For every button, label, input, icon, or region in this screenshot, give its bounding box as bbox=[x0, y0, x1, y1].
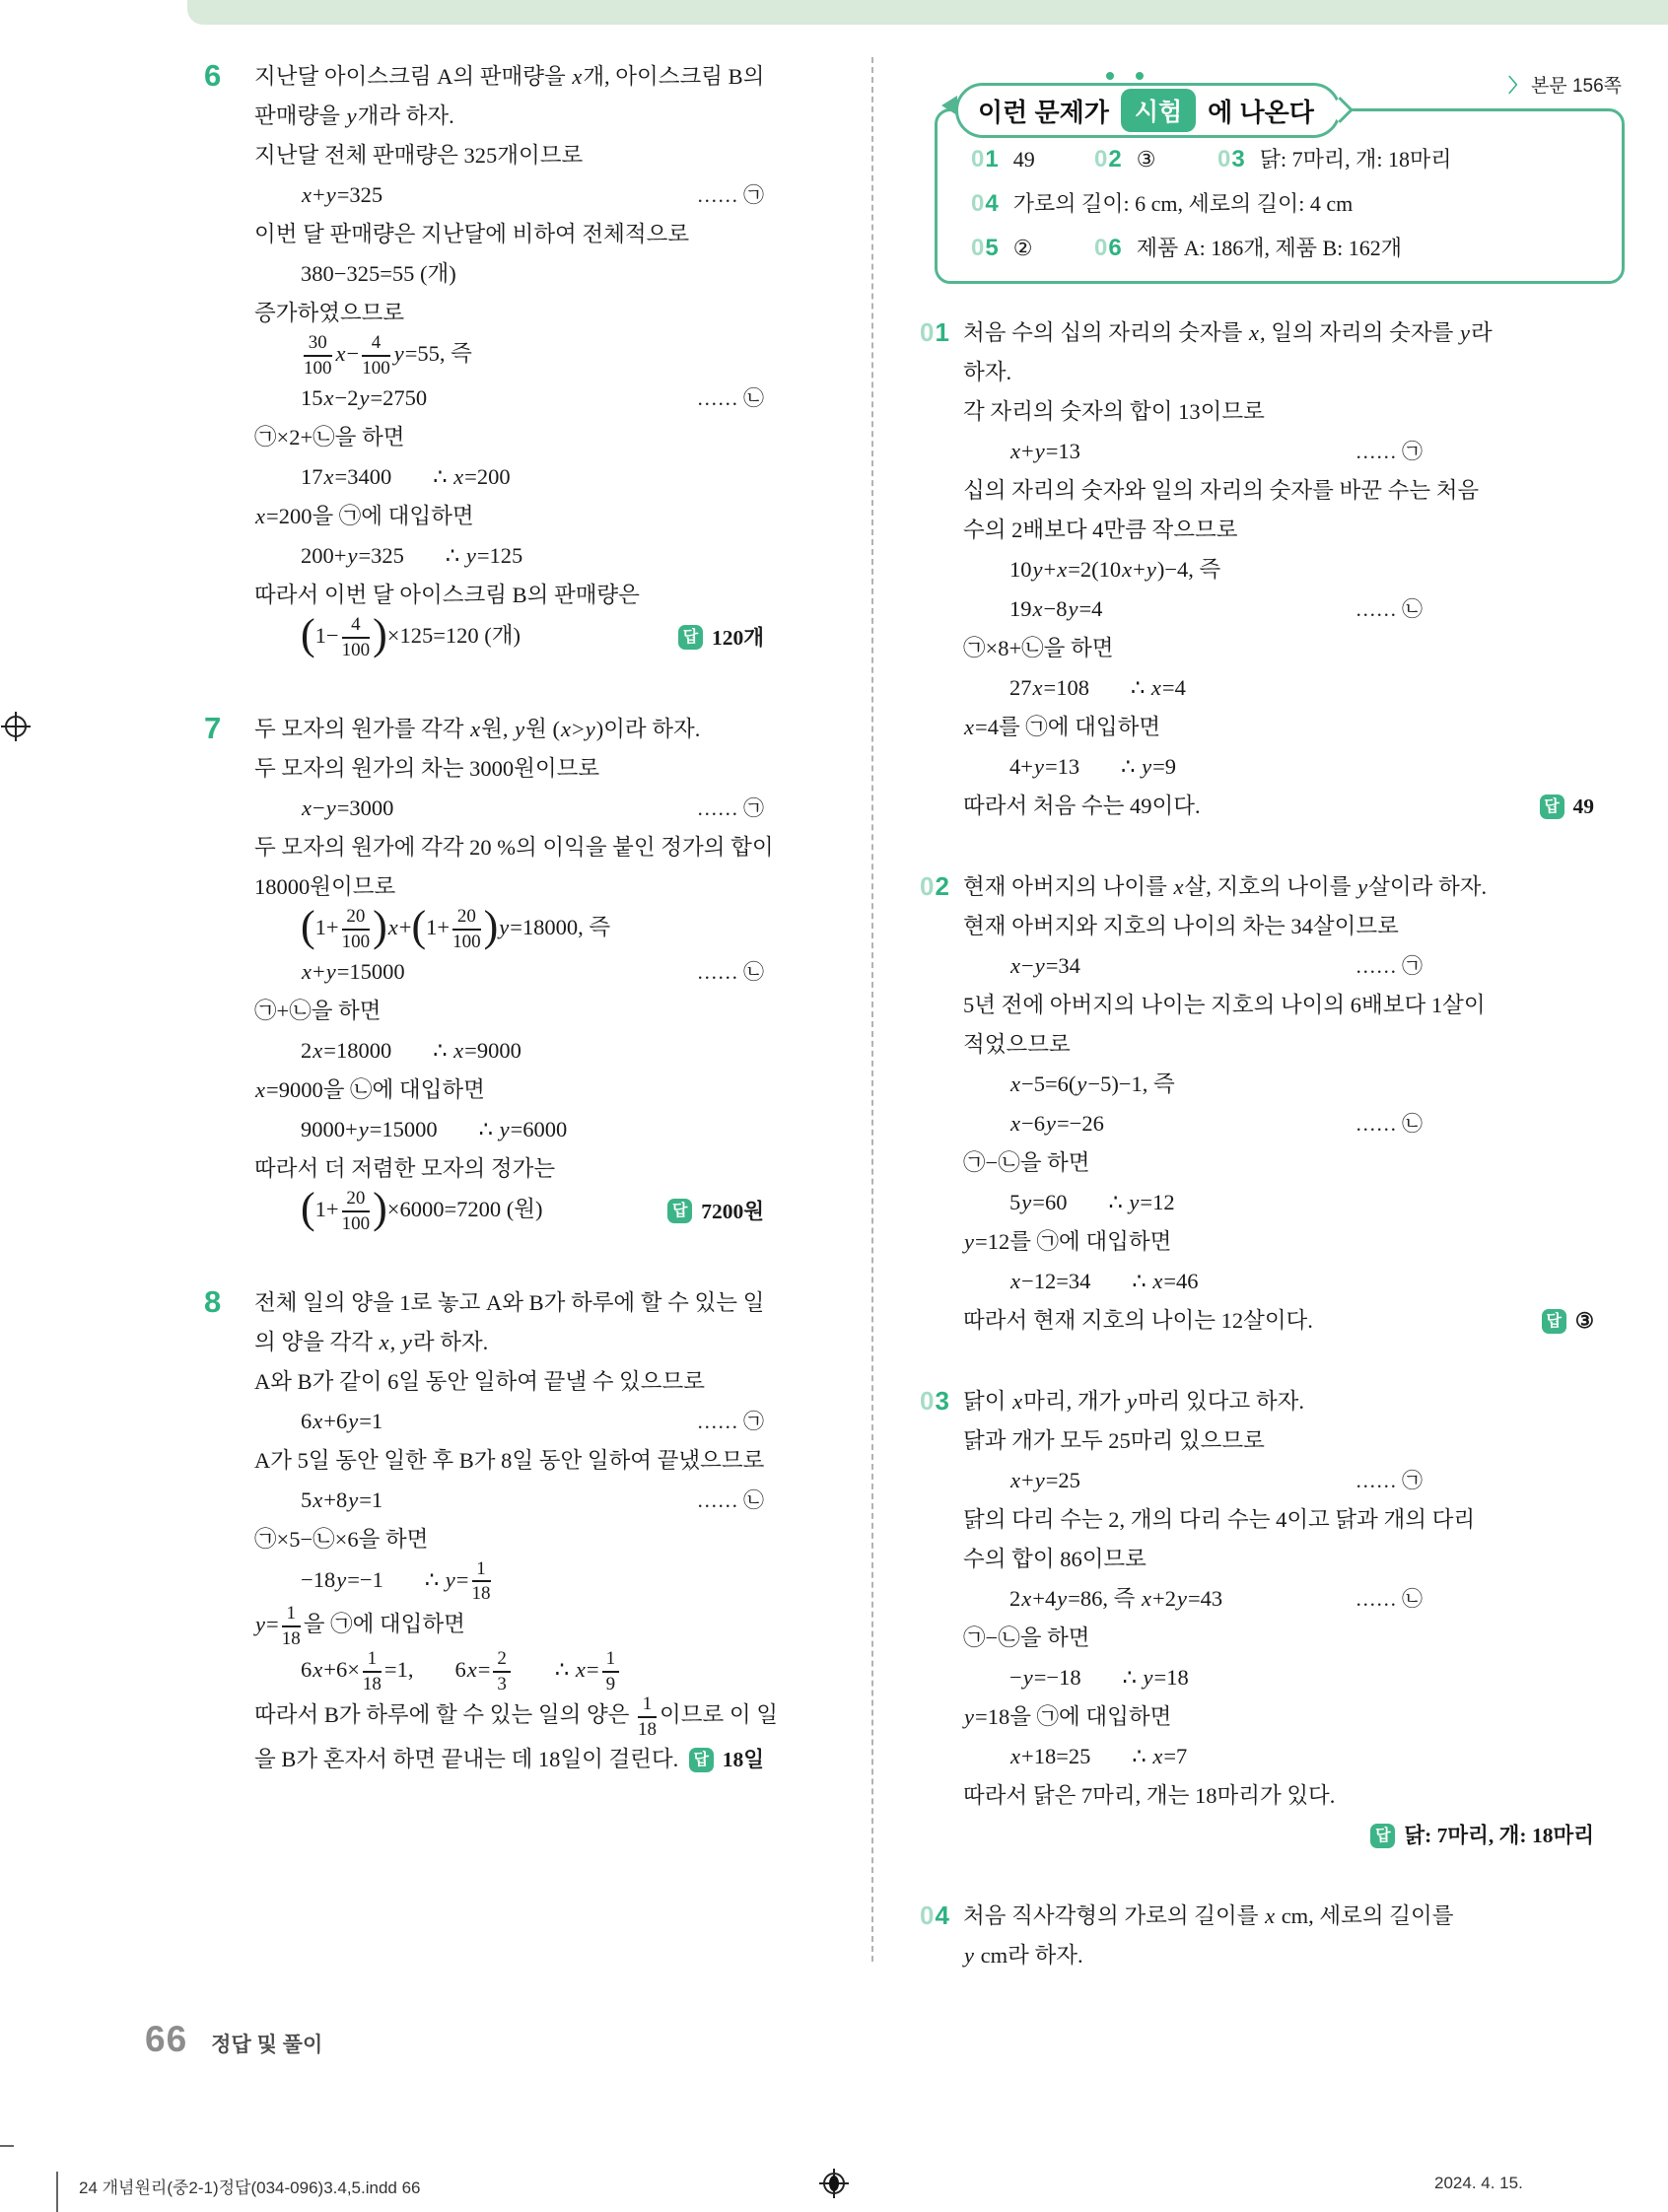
problem bbox=[204, 1283, 835, 1780]
answer-number: 03 bbox=[1217, 146, 1246, 173]
solution-text: 현재 아버지와 지호의 나이의 차는 34살이므로 bbox=[963, 914, 1399, 938]
solution-text: 지난달 아이스크림 A의 판매량을 x개, 아이스크림 B의 bbox=[254, 64, 765, 89]
answer-group bbox=[667, 1192, 764, 1231]
equation: 9000+y=15000 ∴ y=6000 bbox=[301, 1116, 568, 1141]
solution-text-line bbox=[963, 1776, 1620, 1816]
solution-text: y=12를 ㉠에 대입하면 bbox=[964, 1229, 1172, 1254]
answer-group bbox=[1370, 1816, 1594, 1855]
solution-text-line bbox=[254, 1520, 835, 1559]
answer-badge: 답 bbox=[1542, 1309, 1566, 1334]
solution-text-line bbox=[254, 294, 835, 333]
solution-text-line bbox=[254, 867, 835, 907]
problem-body bbox=[254, 57, 835, 660]
solution-text-line bbox=[963, 1222, 1620, 1262]
solution-text: 수의 2배보다 4만큼 작으므로 bbox=[963, 518, 1238, 542]
solution-text-line bbox=[963, 1301, 1594, 1341]
solution-text: A가 5일 동안 일한 후 B가 8일 동안 일하여 끝냈으므로 bbox=[254, 1447, 765, 1473]
registration-mark-bottom bbox=[819, 2169, 849, 2198]
problem bbox=[920, 1897, 1620, 1975]
solution-text: y= $\frac{1}{18}$ 을 ㉠에 대입하면 bbox=[255, 1603, 465, 1650]
exam-box-header bbox=[955, 83, 1341, 138]
answer-group bbox=[1540, 787, 1595, 826]
solution-text: 전체 일의 양을 1로 놓고 A와 B가 하루에 할 수 있는 일 bbox=[254, 1289, 765, 1315]
problem bbox=[204, 710, 835, 1234]
solution-text: 을 B가 혼자서 하면 끝내는 데 18일이 걸린다. bbox=[254, 1747, 679, 1771]
solution-text-line bbox=[963, 471, 1620, 511]
equation-line bbox=[254, 175, 764, 215]
answer-group bbox=[689, 1740, 764, 1779]
equation: 2x=18000 ∴ x=9000 bbox=[301, 1037, 521, 1063]
exam-answers-box bbox=[935, 97, 1625, 284]
equation-line bbox=[963, 1065, 1423, 1104]
problem-body bbox=[254, 1283, 835, 1780]
exam-header-badge: 시험 bbox=[1121, 89, 1196, 132]
equation: x−y=34 bbox=[1010, 953, 1080, 978]
solution-text: ㉠−㉡을 하면 bbox=[963, 1150, 1090, 1175]
problem-number: 03 bbox=[920, 1386, 950, 1416]
solution-text-line bbox=[963, 867, 1620, 907]
answer-value: ② bbox=[1012, 236, 1033, 260]
equation: −y=−18 ∴ y=18 bbox=[1009, 1665, 1189, 1690]
decor-dot-icon bbox=[1106, 72, 1114, 80]
solution-text: 두 모자의 원가의 차는 3000원이므로 bbox=[254, 755, 600, 781]
chevron-right-icon: 〉 bbox=[1507, 76, 1527, 97]
solution-text-line bbox=[963, 353, 1620, 392]
equation: x−5=6(y−5)−1, 즉 bbox=[1010, 1071, 1175, 1096]
solution-text: A와 B가 같이 6일 동안 일하여 끝낼 수 있으므로 bbox=[254, 1368, 706, 1394]
solution-text: 판매량을 y개라 하자. bbox=[254, 104, 454, 128]
solution-text-line bbox=[254, 1323, 835, 1362]
answer-value: 120개 bbox=[711, 625, 764, 650]
equation-line bbox=[254, 457, 764, 497]
solution-text-line bbox=[254, 749, 835, 789]
answer-value: 49 bbox=[1012, 147, 1035, 172]
equation: 2x+4y=86, 즉 x+2y=43 bbox=[1009, 1586, 1223, 1611]
equation-line bbox=[963, 1262, 1423, 1301]
answer-value: 제품 A: 186개, 제품 B: 162개 bbox=[1136, 236, 1403, 260]
solution-text: ㉠×2+㉡을 하면 bbox=[254, 424, 405, 449]
solution-text: 따라서 더 저렴한 모자의 정가는 bbox=[254, 1155, 556, 1181]
answer-number: 04 bbox=[971, 190, 1000, 217]
solution-text: 이번 달 판매량은 지난달에 비하여 전체적으로 bbox=[254, 222, 690, 246]
equation-tag: …… ㉡ bbox=[696, 385, 764, 410]
exam-answer-item bbox=[1094, 232, 1402, 262]
solution-text: 처음 수의 십의 자리의 숫자를 x, 일의 자리의 숫자를 y라 bbox=[963, 320, 1493, 345]
answer-group bbox=[678, 618, 764, 657]
equation-line bbox=[254, 1402, 764, 1441]
solution-text-line bbox=[963, 787, 1594, 826]
problem-number: 7 bbox=[204, 710, 222, 745]
answer-value: 닭: 7마리, 개: 18마리 bbox=[1404, 1824, 1594, 1847]
answer-value: ③ bbox=[1136, 147, 1156, 172]
solution-text: 적었으므로 bbox=[963, 1032, 1071, 1057]
problem-number: 01 bbox=[920, 317, 950, 347]
answer-badge: 답 bbox=[1370, 1824, 1395, 1848]
solution-text-line bbox=[963, 1382, 1620, 1421]
equation-line bbox=[963, 432, 1423, 471]
equation-line bbox=[254, 1110, 764, 1149]
equation: 4+y=13 ∴ y=9 bbox=[1009, 754, 1177, 779]
solution-text-line bbox=[963, 392, 1620, 432]
solution-text: x=200을 ㉠에 대입하면 bbox=[255, 503, 474, 528]
exam-answer-item bbox=[971, 146, 1094, 173]
equation-tag: …… ㉡ bbox=[1355, 1587, 1423, 1611]
equation-tag: …… ㉠ bbox=[696, 1409, 764, 1433]
solution-text: 닭의 다리 수는 2, 개의 다리 수는 4이고 닭과 개의 다리 bbox=[963, 1507, 1476, 1532]
equation: 5y=60 ∴ y=12 bbox=[1009, 1190, 1175, 1214]
solution-text: 하자. bbox=[963, 360, 1012, 384]
print-date: 2024. 4. 15. bbox=[1434, 2174, 1523, 2192]
solution-text: 십의 자리의 숫자와 일의 자리의 숫자를 바꾼 수는 처음 bbox=[963, 478, 1480, 503]
equation-line bbox=[963, 668, 1423, 708]
exam-answer-row bbox=[971, 187, 1602, 232]
answer-number: 05 bbox=[971, 235, 1000, 261]
solution-text-line bbox=[254, 497, 835, 536]
problem bbox=[204, 57, 835, 660]
print-filename: 24 개념원리(중2-1)정답(034-096)3.4,5.indd 66 bbox=[79, 2178, 421, 2197]
exam-answer-item bbox=[1217, 143, 1451, 173]
solution-text: 의 양을 각각 x, y라 하자. bbox=[254, 1329, 489, 1354]
page-reference bbox=[1508, 71, 1622, 98]
solution-text-line bbox=[963, 313, 1620, 353]
equation: 5x+8y=1 bbox=[301, 1486, 383, 1512]
equation-tag: …… ㉡ bbox=[1355, 1112, 1423, 1136]
solution-text-line bbox=[963, 511, 1620, 550]
equation: 15x−2y=2750 bbox=[301, 384, 428, 410]
solution-text: ㉠×5−㉡×6을 하면 bbox=[254, 1526, 429, 1552]
equation: x−y=3000 bbox=[302, 795, 394, 820]
solution-text-line bbox=[254, 136, 835, 175]
solution-text: 닭과 개가 모두 25마리 있으므로 bbox=[963, 1428, 1265, 1453]
equation: 19x−8y=4 bbox=[1009, 596, 1103, 621]
equation: x−6y=−26 bbox=[1010, 1111, 1104, 1136]
solution-text-line bbox=[254, 1694, 835, 1740]
equation-line bbox=[254, 952, 764, 992]
exam-header-suffix: 에 나온다 bbox=[1208, 97, 1314, 127]
equation-line bbox=[254, 1031, 764, 1071]
solution-text: 5년 전에 아버지의 나이는 지호의 나이의 6배보다 1살이 bbox=[963, 993, 1486, 1017]
solution-text: 현재 아버지의 나이를 x살, 지호의 나이를 y살이라 하자. bbox=[963, 874, 1488, 899]
answer-badge: 답 bbox=[667, 1199, 692, 1223]
equation-tag: …… ㉡ bbox=[1355, 597, 1423, 621]
exam-answer-item bbox=[971, 235, 1094, 262]
equation: x+18=25 ∴ x=7 bbox=[1010, 1744, 1188, 1768]
equation-tag: …… ㉠ bbox=[1355, 1469, 1423, 1492]
problem bbox=[920, 313, 1620, 826]
left-column bbox=[204, 57, 835, 1829]
equation-line bbox=[254, 789, 764, 828]
solution-text-line bbox=[254, 576, 835, 615]
equation: x+y=15000 bbox=[302, 958, 405, 984]
equation: 200+y=325 ∴ y=125 bbox=[301, 542, 523, 568]
answer-value: ③ bbox=[1574, 1309, 1594, 1333]
solution-text: 18000원이므로 bbox=[254, 873, 396, 899]
answer-group bbox=[1542, 1301, 1594, 1341]
equation-line bbox=[254, 379, 764, 418]
solution-text-line bbox=[254, 57, 835, 97]
solution-text-line bbox=[254, 97, 835, 136]
solution-text-line bbox=[254, 418, 835, 457]
solution-text: 따라서 이번 달 아이스크림 B의 판매량은 bbox=[254, 582, 640, 607]
problem-number: 04 bbox=[920, 1901, 950, 1930]
solution-text-line bbox=[254, 1071, 835, 1110]
solution-text-line bbox=[254, 992, 835, 1031]
equation: x−12=34 ∴ x=46 bbox=[1010, 1269, 1199, 1293]
solution-text-line bbox=[254, 215, 835, 254]
equation-tag: …… ㉡ bbox=[696, 1487, 764, 1512]
equation: 6x+6× $\frac{1}{18}$ =1, 6x= $\frac{2}{3}$ ∴ x= $\frac{1}{9}$ bbox=[254, 1649, 622, 1694]
equation-tag: …… ㉠ bbox=[1355, 954, 1423, 978]
equation-line bbox=[254, 254, 764, 294]
equation: 17x=3400 ∴ x=200 bbox=[301, 463, 511, 489]
solution-text: 두 모자의 원가를 각각 x원, y원 (x>y)이라 하자. bbox=[254, 716, 701, 741]
equation: (1+ $\frac{20}{100}$ )x+(1+ $\frac{20}{100}$ )y=18000, 즉 bbox=[301, 901, 611, 952]
equation-tag: …… ㉠ bbox=[1355, 440, 1423, 463]
problem-number: 02 bbox=[920, 871, 950, 901]
answer-value: 가로의 길이: 6 cm, 세로의 길이: 4 cm bbox=[1012, 191, 1354, 216]
solution-text-line bbox=[254, 1740, 764, 1779]
solution-text-line bbox=[963, 1619, 1620, 1658]
equation: 6x+6y=1 bbox=[301, 1408, 383, 1433]
answer-value: 49 bbox=[1572, 795, 1594, 818]
registration-mark-left bbox=[1, 712, 31, 741]
equation-line bbox=[254, 901, 764, 952]
solution-text-line bbox=[963, 1143, 1620, 1183]
problem-body bbox=[963, 1897, 1620, 1975]
equation-line bbox=[254, 1183, 764, 1234]
solution-text-line bbox=[254, 828, 835, 867]
page-reference-text: 본문 156쪽 bbox=[1530, 76, 1622, 97]
equation: x+y=325 bbox=[302, 182, 383, 207]
solution-text-line bbox=[963, 907, 1620, 946]
solution-text: y=18을 ㉠에 대입하면 bbox=[964, 1704, 1172, 1729]
answer-badge: 답 bbox=[689, 1748, 714, 1772]
solution-text: y cm라 하자. bbox=[964, 1943, 1083, 1968]
equation-line bbox=[963, 589, 1423, 629]
page-footer bbox=[145, 2019, 322, 2060]
problem-body bbox=[963, 1382, 1620, 1855]
solution-text-line bbox=[963, 1540, 1620, 1579]
answer-number: 02 bbox=[1094, 146, 1123, 173]
solution-text: x=4를 ㉠에 대입하면 bbox=[964, 715, 1161, 739]
solution-text: 닭이 x마리, 개가 y마리 있다고 하자. bbox=[963, 1389, 1304, 1414]
equation-line bbox=[254, 536, 764, 576]
problem-body bbox=[963, 313, 1620, 826]
page-footer-label: 정답 및 풀이 bbox=[211, 2034, 323, 2056]
equation-line bbox=[254, 1649, 764, 1694]
answer-badge: 답 bbox=[1540, 795, 1564, 819]
equation-line bbox=[963, 1737, 1423, 1776]
solution-text: x=9000을 ㉡에 대입하면 bbox=[255, 1076, 485, 1102]
equation: (1+ $\frac{20}{100}$ )×6000=7200 (원) bbox=[301, 1183, 543, 1234]
equation-line bbox=[963, 1183, 1423, 1222]
equation-line bbox=[254, 1481, 764, 1520]
decor-dot-icon bbox=[1136, 72, 1144, 80]
crop-mark bbox=[0, 2145, 14, 2147]
answer-number: 01 bbox=[971, 146, 1000, 173]
solution-text-line bbox=[963, 1936, 1620, 1975]
solution-text-line bbox=[963, 1500, 1620, 1540]
equation-line bbox=[963, 1104, 1423, 1143]
equation-line bbox=[963, 1579, 1423, 1619]
solution-text-line bbox=[963, 1897, 1620, 1936]
problem bbox=[920, 1382, 1620, 1855]
equation: −18y=−1 ∴ y= $\frac{1}{18}$ bbox=[301, 1557, 491, 1605]
equation-line bbox=[254, 1559, 764, 1605]
solution-text-line bbox=[254, 1604, 835, 1649]
equation-line bbox=[254, 609, 764, 660]
solution-text-line bbox=[254, 1283, 835, 1323]
solution-text: 따라서 처음 수는 49이다. bbox=[963, 794, 1201, 818]
solution-text-line bbox=[963, 1025, 1620, 1065]
problem bbox=[920, 867, 1620, 1341]
solution-text: 처음 직사각형의 가로의 길이를 x cm, 세로의 길이를 bbox=[963, 1903, 1454, 1928]
equation: x+y=13 bbox=[1010, 439, 1080, 463]
equation-line bbox=[963, 1658, 1423, 1697]
answer-value: 닭: 7마리, 개: 18마리 bbox=[1259, 147, 1452, 172]
solution-text: ㉠+㉡을 하면 bbox=[254, 998, 382, 1023]
equation: x+y=25 bbox=[1010, 1468, 1080, 1492]
solution-text: 증가하였으므로 bbox=[254, 301, 405, 325]
solution-text-line bbox=[963, 708, 1620, 747]
solution-text-line bbox=[963, 1697, 1620, 1737]
solution-text: 수의 합이 86이므로 bbox=[963, 1547, 1147, 1571]
equation: $\frac{30}{100}$ x− $\frac{4}{100}$ y=55, 즉 bbox=[304, 332, 472, 379]
equation-tag: …… ㉠ bbox=[696, 183, 764, 207]
solution-text: 따라서 B가 하루에 할 수 있는 일의 양은 $\frac{1}{18}$ 이므로 이 일 bbox=[254, 1694, 778, 1741]
solution-text: 각 자리의 숫자의 합이 13이므로 bbox=[963, 399, 1265, 424]
equation: 27x=108 ∴ x=4 bbox=[1009, 675, 1186, 700]
problem-number: 8 bbox=[204, 1283, 222, 1319]
equation-line bbox=[254, 333, 764, 379]
equation-line bbox=[963, 946, 1423, 986]
equation-line bbox=[963, 747, 1423, 787]
solution-text: ㉠−㉡을 하면 bbox=[963, 1625, 1090, 1650]
problem-body bbox=[963, 867, 1620, 1341]
exam-answer-item bbox=[971, 187, 1353, 218]
solution-text-line bbox=[963, 1421, 1620, 1461]
answer-badge: 답 bbox=[678, 625, 703, 650]
solution-text-line bbox=[254, 710, 835, 749]
exam-answer-item bbox=[1094, 146, 1217, 173]
equation-line bbox=[963, 550, 1423, 589]
equation: 380−325=55 (개) bbox=[301, 261, 456, 286]
answer-value: 18일 bbox=[722, 1748, 764, 1771]
answer-value: 7200원 bbox=[701, 1199, 764, 1223]
equation: (1− $\frac{4}{100}$ )×125=120 (개) bbox=[301, 609, 521, 660]
solution-text-line bbox=[254, 1149, 835, 1189]
answer-number: 06 bbox=[1094, 235, 1123, 261]
problem-body bbox=[254, 710, 835, 1234]
right-column bbox=[920, 313, 1620, 2017]
page-number: 66 bbox=[145, 2019, 188, 2059]
solution-text-line bbox=[254, 1441, 835, 1481]
column-divider bbox=[871, 57, 873, 1962]
equation-tag: …… ㉠ bbox=[696, 795, 764, 820]
top-accent-bar bbox=[187, 0, 1668, 25]
exam-answer-row bbox=[971, 232, 1602, 276]
exam-header-prefix: 이런 문제가 bbox=[978, 97, 1109, 127]
problem-number: 6 bbox=[204, 58, 222, 93]
solution-text: 두 모자의 원가에 각각 20 %의 이익을 붙인 정가의 합이 bbox=[254, 834, 774, 860]
exam-answer-list bbox=[971, 143, 1602, 276]
solution-text: 지난달 전체 판매량은 325개이므로 bbox=[254, 143, 584, 168]
equation-tag: …… ㉡ bbox=[696, 959, 764, 984]
answer-line bbox=[963, 1816, 1594, 1855]
solution-text: 따라서 현재 지호의 나이는 12살이다. bbox=[963, 1308, 1313, 1333]
exam-answer-row bbox=[971, 143, 1602, 187]
solution-text: 따라서 닭은 7마리, 개는 18마리가 있다. bbox=[963, 1783, 1336, 1808]
solution-text: ㉠×8+㉡을 하면 bbox=[963, 636, 1114, 660]
solution-text-line bbox=[254, 1362, 835, 1402]
equation-line bbox=[963, 1461, 1423, 1500]
solution-text-line bbox=[963, 986, 1620, 1025]
equation: 10y+x=2(10x+y)−4, 즉 bbox=[1009, 557, 1221, 582]
solution-text-line bbox=[963, 629, 1620, 668]
